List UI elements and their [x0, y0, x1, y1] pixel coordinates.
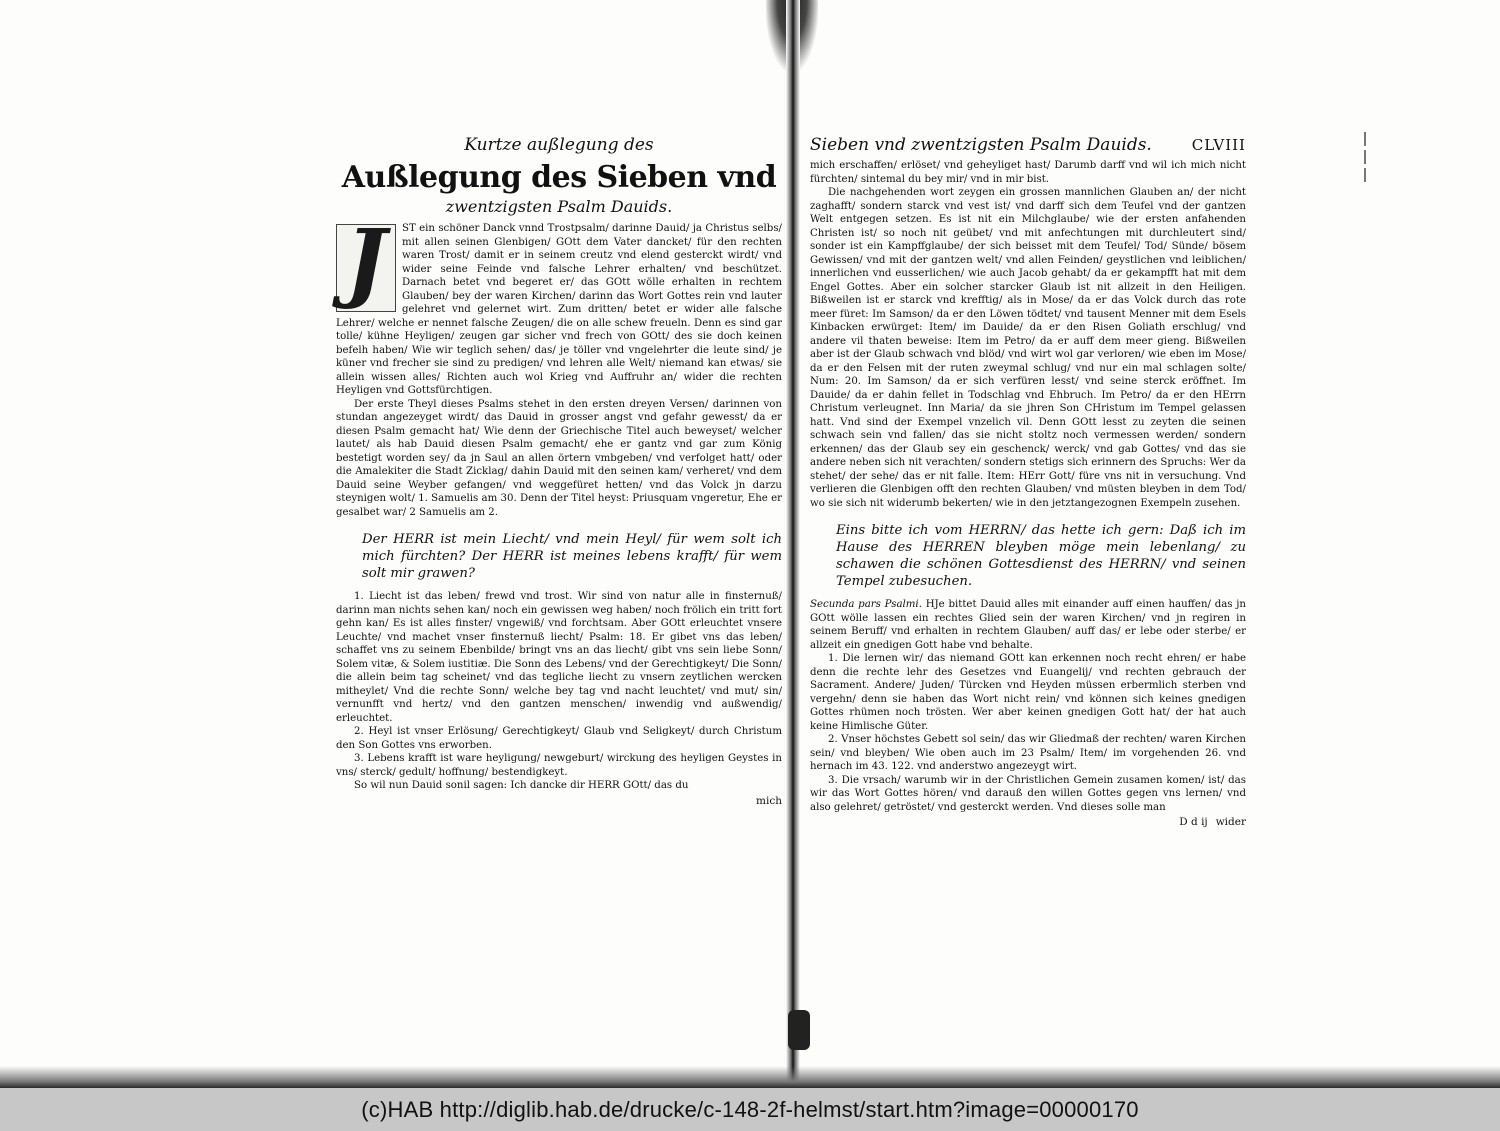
catchword-left: mich — [756, 794, 782, 807]
right-point-2: 2. Vnser höchstes Gebett sol sein/ das wir Gliedmaß der rechten/ waren Kirchen sein/ vnd bleyben/ Wie oben auch im 23 Psalm/ Item/ im vorgehenden 26. vnd hernach im 43. 122. vnd anderstwo angezeygt wirt. — [810, 734, 1246, 772]
secunda-text: HJe bittet Dauid alles mit einander auff einen hauffen/ das jn GOtt wölle lassen ein rechtes Glied sein der waren Kirchen/ vnd jn regiren in seinem Beruff/ vnd erhalten in rechtem Glauben/ auff das/ er lebe oder sterbe/ er allzeit ein gnedigen Gott habe vnd behalte. — [810, 599, 1246, 651]
scan-bottom-edge — [0, 1066, 1500, 1088]
right-body — [810, 159, 1246, 830]
book-gutter — [786, 0, 800, 1088]
catchword-row-right — [810, 816, 1246, 830]
catchword-right: wider — [1215, 816, 1246, 828]
right-page — [810, 120, 1246, 830]
chapter-subtitle: zwentzigsten Psalm Dauids. — [445, 197, 673, 216]
running-head-right — [810, 135, 1246, 155]
intro-paragraph: ST ein schöner Danck vnnd Trostpsalm/ darinne Dauid/ ja Christus selbs/ mit allen seinen Glenbigen/ GOtt dem Vater dancket/ für den rechten waren Trost/ damit er in seinem creutz vnd elend gesterckt wirdt/ vnd wider seine Feinde vnd falsche Lehrer erhalten/ vnd beschützet. Darnach betet vnd begeret er/ das GOtt wölle erhalten in rechtem Glauben/ bey der waren Kirchen/ darinn das Wort Gottes rein vnd lauter gelehret vnd gelernet wirt. Zum dritten/ betet er wider alle falsche Lehrer/ welche er nennet falsche Zeugen/ die on alle schew freueln. Denn es sind gar tolle/ kühne Heyligen/ zeugen gar sicher vnd frech von GOtt/ des sie doch keinen befelh haben/ Wie wir teglich sehen/ das/ je töller vnd vngelehrter die leute sind/ je küner vnd frecher sie sind zu predigen/ vnd lehren alle Welt/ niemand kan etwas/ sie allein wissen alles/ Richten auch wol Krieg vnd Auffruhr an/ wider die rechten Heyligen vnd Gottsfürchtigen. — [336, 223, 782, 396]
intro-block — [336, 211, 782, 398]
running-head-text: Sieben vnd zwentzigsten Psalm Dauids. — [810, 135, 1152, 155]
psalm-verse-4: Eins bitte ich vom HERRN/ das hette ich gern: Daß ich im Hause des HERREN bleyben möge mein lebenlang/ zu schawen die schönen Gottesdienst des HERRN/ vnd seinen Tempel zubesuchen. — [836, 523, 1246, 589]
signature-mark: D d ij — [1179, 816, 1208, 828]
closing-line: So wil nun Dauid sonil sagen: Ich dancke dir HERR GOtt/ das du — [354, 780, 689, 791]
folio-number: CLVIII — [1191, 136, 1246, 154]
margin-marks — [1358, 128, 1372, 188]
point-3: 3. Lebens krafft ist ware heyligung/ newgeburt/ wirckung des heyligen Geystes in vns/ sterck/ gedult/ hoffnung/ bestendigkeyt. — [336, 753, 782, 778]
credit-link-text[interactable]: (c)HAB http://diglib.hab.de/drucke/c-148-2f-helmst/start.htm?image=00000170 — [361, 1096, 1139, 1122]
psalm-verse-1: Der HERR ist mein Liecht/ vnd mein Heyl/ für wem solt ich mich fürchten? Der HERR ist meines lebens krafft/ für wem solt mir grawen? — [362, 532, 782, 581]
running-head-left: Kurtze außlegung des — [464, 135, 654, 155]
chapter-title: Außlegung des Sieben vnd — [341, 160, 777, 195]
left-page — [336, 120, 782, 808]
paragraph-first-part: Der erste Theyl dieses Psalms stehet in den ersten dreyen Versen/ darinnen von stundan angezeyget wirdt/ das Dauid in grosser angst vnd gefahr gewesst/ da er diesen Psalm gemacht hat/ Wie denn der Griechische Titel auch beweyset/ welcher lautet/ als hab Dauid diesen Psalm gemacht/ ehe er gantz vnd gar zum König bestetigt worden sey/ da jn Saul an allen örtern vmbgeben/ vnd verfolget hatt/ oder die Amalekiter die Stadt Zicklag/ dahin Dauid mit den seinen kam/ verheret/ vnd dem Dauid seine Weyber gefangen/ vnd weggefüret hetten/ vnd das Volck jn darzu steynigen wolt/ 1. Samuelis am 30. Denn der Titel heyst: Priusquam vngeretur, Ehe er gesalbet war/ 2 Samuelis am 2. — [336, 398, 782, 518]
paragraph-faith: Die nachgehenden wort zeygen ein grossen mannlichen Glauben an/ der nicht zaghafft/ sondern starck vnd vest ist/ vnd darff sich dem Teufel vnd der gantzen Welt entgegen setzen. Es ist nit ein Milchglaube/ wie der ersten anfahenden Christen ist/ so noch nit geübet/ vnd mit anfechtungen mit durchleutert sind/ sonder ist ein Kampffglaube/ der sich beisset mit dem Teufel/ Tod/ Sünde/ bösem Gewissen/ vnd mit der gantzen welt/ vnd allen Feinden/ geystlichen vnd leiblichen/ innerlichen vnd eusserlichen/ wie auch Jacob gehabt/ da er gekampfft hat mit dem Engel Gottes. Aber ein solcher starcker Glaub ist nit allzeit in den Heiligen. Bißweilen ist er starck vnd krefftig/ als in Mose/ da er das Volck durch das rote meer füret: Im Samson/ da er den Löwen tödtet/ vnd tausent Menner mit dem Esels Kinbacken erwürget: Item/ im Dauide/ da er den Risen Goliath erschlug/ vnd andere vil thaten beweise: Item im Petro/ da er auff dem meer gieng. Bißweilen aber ist der Glaub schwach vnd blöd/ vnd wirt wol gar verloren/ wie eben im Mose/ da er den Felsen mit der ruten zweymal schlug/ vnd nur ein mal schlagen solte/ Num: 20. Im Samson/ da er sich verfüren lesst/ vnd seine sterck eröffnet. Im Dauide/ da er dahin fellet in Todschlag vnd Ehbruch. Im Petro/ da er den HErrn Christum verleugnet. Inn Maria/ da sie jhren Son CHristum im Tempel gelassen hatt. Vnd sind der Exempel vnzelich vil. Denn GOtt lesst zu zeyten die seinen schwach sein vnd fallen/ das sie nicht stoltz noch vermessen werden/ sondern erkennen/ das der Glaub sey ein geschenck/ werck/ vnd gab Gottes/ vnd das sie andere neben sich nit verachten/ sondern stetigs sich erinnern des Spruchs: Wer da stehet/ der sehe/ das er nit falle. Item: HErr Gott/ füre vns nit in versuchung. Vnd verlieren die Glenbigen offt den rechten Glauben/ vnd müsten bleyben in dem Tod/ wo sie sich nit widerumb bekerten/ wie in den jetztangezognen Exempeln zusehen. — [810, 187, 1246, 509]
secunda-label: Secunda pars Psalmi. — [810, 599, 922, 610]
point-1: 1. Liecht ist das leben/ frewd vnd trost. Wir sind von natur alle in finsternuß/ darinn man nichts sehen kan/ noch ein gewissen weg haben/ noch frölich ein tritt fort gehn kan/ Es ist alles finster/ vngewiß/ vnd forchtsam. Aber GOtt erleuchtet vnsere Leuchte/ vnd machet vnser finsternuß liecht/ Psalm: 18. Er gibet vns das leben/ schaffet vns zu seinem Ebenbilde/ bringt vns an das liecht/ gibt vns sein liebe Sonn/ Solem vitæ, & Solem iustitiæ. Die Sonn des Lebens/ vnd der Gerechtigkeyt/ Die Sonn/ die allein beim tag scheinet/ vnd das tegliche liecht zu vnsern zeytlichen wercken mitheylet/ Vnd die rechte Sonn/ welche bey tag vnd nacht leuchtet/ vnd mut/ sin/ vernunfft vnd hertz/ vnd den gantzen menschen/ inwendig vnd außwendig/ erleuchtet. — [336, 591, 782, 724]
drop-cap-initial: J — [336, 224, 396, 312]
right-point-3: 3. Die vrsach/ warumb wir in der Christlichen Gemein zusamen komen/ ist/ das wir das Wort Gottes hören/ vnd darauß den willen Gottes gegen vns lernen/ vnd also gelehret/ getröstet/ vnd gesterckt werden. Vnd dieses solle man — [810, 774, 1246, 813]
catchword-row-left — [336, 795, 782, 809]
credit-footer — [0, 1088, 1500, 1131]
secunda-pars — [810, 598, 1246, 652]
opening-text: mich erschaffen/ erlöset/ vnd geheyliget hast/ Darumb darff vnd wil ich mich nicht fürchten/ sintemal du bey mir/ vnd in mir bist. — [810, 160, 1246, 185]
right-point-1: 1. Die lernen wir/ das niemand GOtt kan erkennen noch recht ehren/ er habe denn die rechte lehr des Gesetzes vnd Euangelij/ vnd rechten gebrauch der Sacrament. Andere/ Juden/ Türcken vnd Heyden müssen erbermlich sterben vnd vergehn/ denn sie haben das Wort nicht rein/ vnd können sich keines gnedigen Gottes rhümen noch trösten. Wer aber keinen gnedigen Gott hat/ der hat auch keine Himlische Güter. — [810, 653, 1246, 732]
left-body — [336, 211, 782, 808]
point-2: 2. Heyl ist vnser Erlösung/ Gerechtigkeyt/ Glaub vnd Seligkeyt/ durch Christum den Son Gottes vns erworben. — [336, 726, 782, 751]
binding-clip — [788, 1010, 810, 1050]
